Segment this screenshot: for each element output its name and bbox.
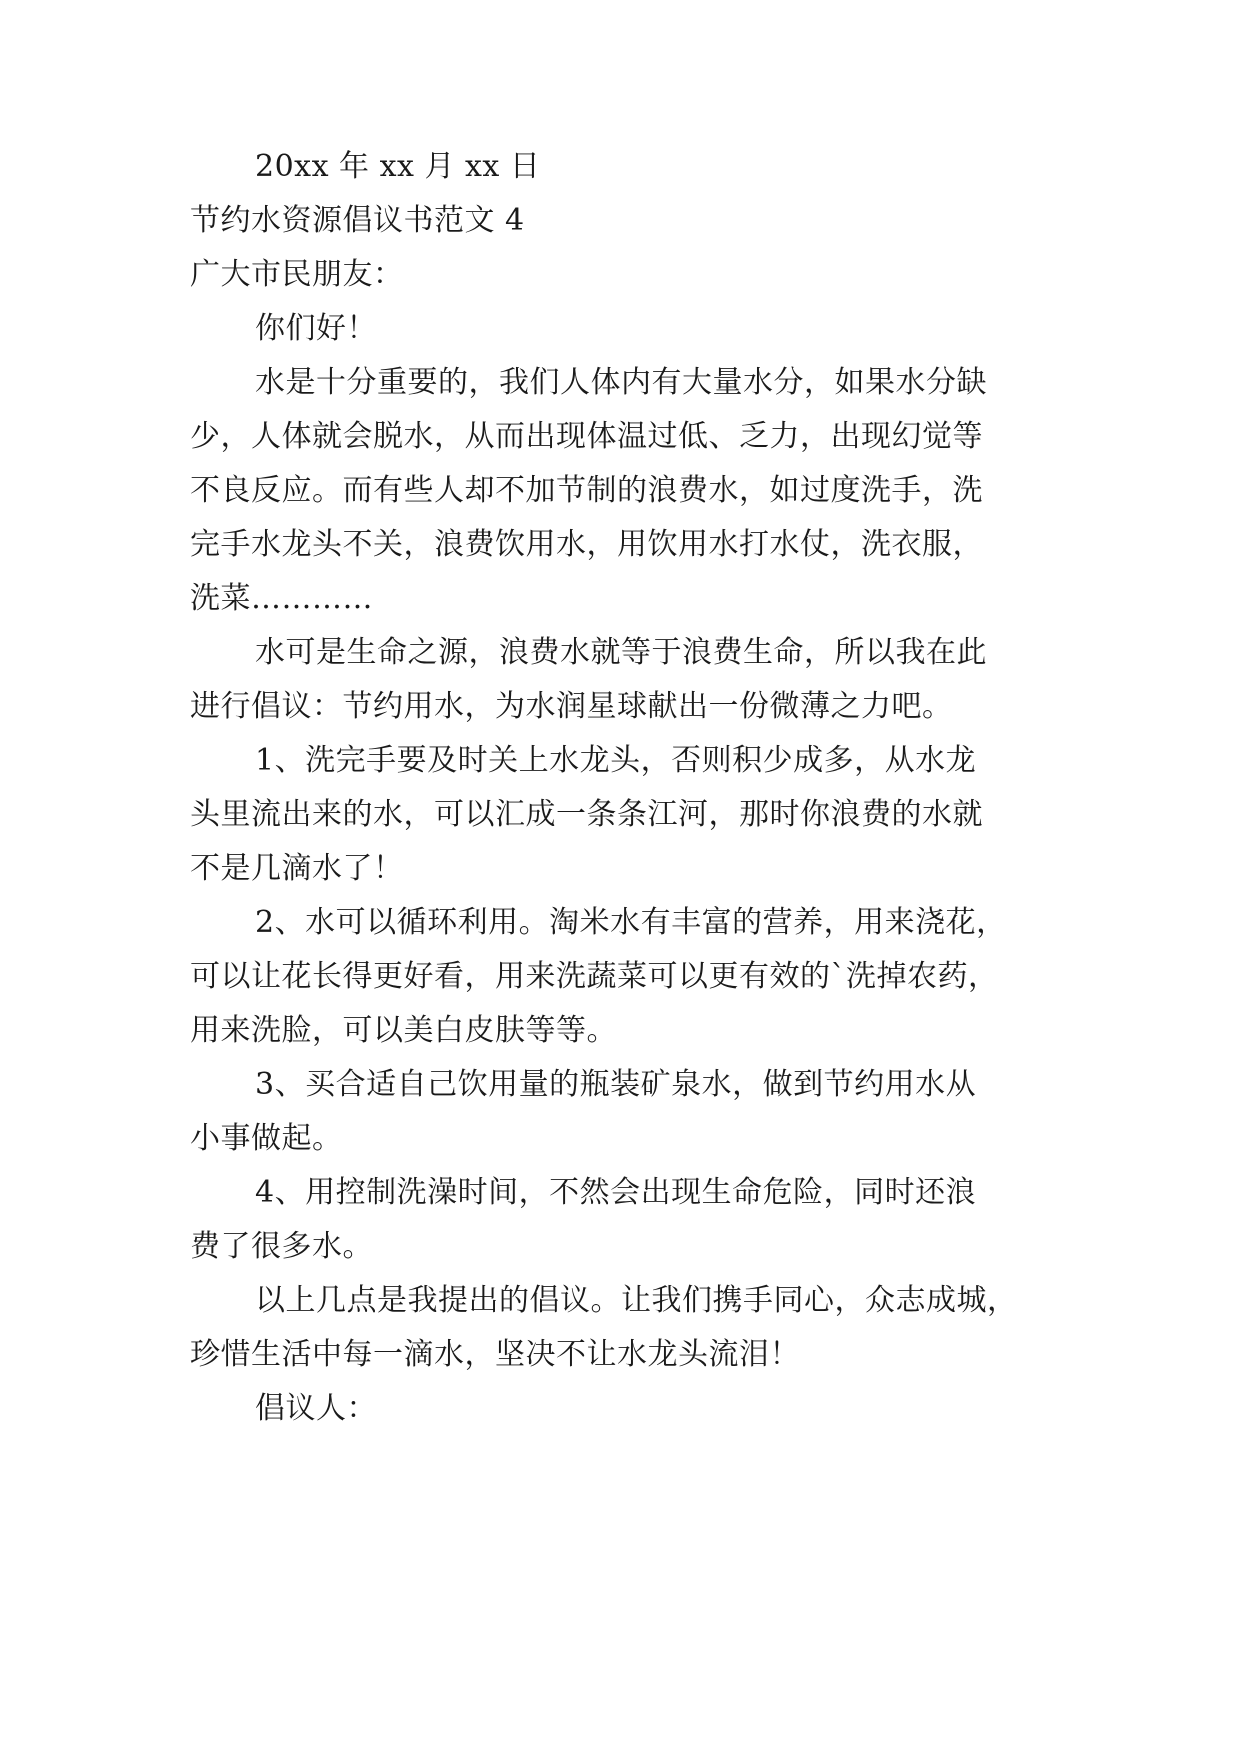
paragraph-line: 不良反应。而有些人却不加节制的浪费水，如过度洗手，洗 bbox=[190, 473, 983, 508]
paragraph-line: 3、买合适自己饮用量的瓶装矿泉水，做到节约用水从 bbox=[255, 1067, 977, 1102]
paragraph-line: 少，人体就会脱水，从而出现体温过低、乏力，出现幻觉等 bbox=[190, 419, 983, 454]
paragraph-line: 4、用控制洗澡时间，不然会出现生命危险，同时还浪 bbox=[255, 1175, 977, 1210]
paragraph-line: 珍惜生活中每一滴水，坚决不让水龙头流泪！ bbox=[190, 1337, 800, 1372]
paragraph-line: 头里流出来的水，可以汇成一条条江河，那时你浪费的水就 bbox=[190, 797, 983, 832]
paragraph-line: 不是几滴水了！ bbox=[190, 851, 404, 886]
paragraph-line: 以上几点是我提出的倡议。让我们携手同心，众志成城， bbox=[255, 1283, 1018, 1318]
paragraph-line: 水是十分重要的，我们人体内有大量水分，如果水分缺 bbox=[255, 365, 987, 400]
signature-label: 倡议人： bbox=[255, 1391, 377, 1426]
document-title: 节约水资源倡议书范文 4 bbox=[190, 203, 525, 238]
date-line: 20xx 年 xx 月 xx 日 bbox=[255, 149, 541, 184]
paragraph-line: 进行倡议：节约用水，为水润星球献出一份微薄之力吧。 bbox=[190, 689, 953, 724]
paragraph-line: 洗菜………… bbox=[190, 581, 373, 616]
paragraph-line: 完手水龙头不关，浪费饮用水，用饮用水打水仗，洗衣服， bbox=[190, 527, 983, 562]
salutation: 广大市民朋友： bbox=[190, 257, 404, 292]
paragraph-line: 费了很多水。 bbox=[190, 1229, 373, 1264]
paragraph-line: 2、水可以循环利用。淘米水有丰富的营养，用来浇花， bbox=[255, 905, 1007, 940]
paragraph-line: 用来洗脸，可以美白皮肤等等。 bbox=[190, 1013, 617, 1048]
paragraph-line: 水可是生命之源，浪费水就等于浪费生命，所以我在此 bbox=[255, 635, 987, 670]
paragraph-line: 可以让花长得更好看，用来洗蔬菜可以更有效的`洗掉农药， bbox=[190, 959, 999, 994]
greeting: 你们好！ bbox=[255, 311, 377, 346]
paragraph-line: 小事做起。 bbox=[190, 1121, 343, 1156]
paragraph-line: 1、洗完手要及时关上水龙头，否则积少成多，从水龙 bbox=[255, 743, 977, 778]
